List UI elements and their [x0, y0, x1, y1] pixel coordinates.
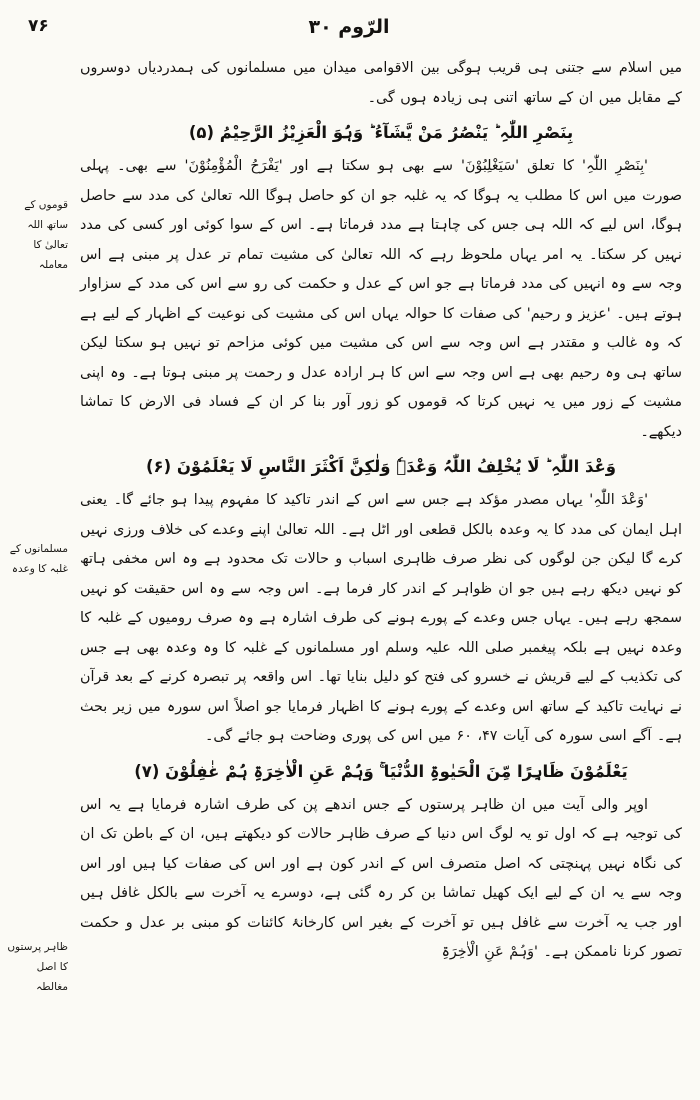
margin-note-allah-dealing-with-nations: قوموں کے ساتھ اللہ تعالیٰ کا معاملہ: [24, 199, 68, 271]
commentary-paragraph-verse-6: 'وَعْدَ اللّٰہِ' یہاں مصدر مؤکد ہے جس سے اس کے اندر تاکید کا مفہوم پیدا ہو جائے گا۔ یعنی اہل ایمان کی مدد کا یہ وعدہ بالکل قطعی اور اٹل ہے۔ اللہ تعالیٰ اپنے وعدے کی خلاف ورزی نہیں کرے گا لیکن جن لوگوں کی نظر صرف ظاہری اسباب و حالات تک محدود ہے وہ اس مخفی ہاتھ کو نہیں دیکھ رہے ہیں جو ان ظواہر کے اندر کار فرما ہے۔ اس وجہ سے وہ اس حقیقت کو نہیں سمجھ رہے ہیں۔ یہاں جس وعدے کے پورے ہونے کی طرف اشارہ ہے وہ صرف رومیوں کے غلبہ کا وعدہ نہیں ہے بلکہ پیغمبر صلی اللہ علیہ وسلم اور مسلمانوں کے غلبہ کا وہ وعدہ بھی ہے جس کی تکذیب کے لیے قریش نے خسرو کی فتح کو دلیل بنایا تھا۔ اس واقعہ پر تبصرہ کرنے کے بعد قرآن نے نہایت تاکید کے ساتھ اس وعدے کے پورے ہونے کا اظہار فرمایا جو اصلاً اس سورہ میں زیر بحث ہے۔ آگے اسی سورہ کی آیات ۴۷، ۶۰ میں اس کی پوری وضاحت ہو جائے گی۔: [80, 492, 682, 744]
page-title: الرّوم ۳۰: [308, 16, 390, 38]
commentary-paragraph-verse-5: 'بِنَصْرِ اللّٰہِ' کا تعلق 'سَیَغْلِبُوْنَ' سے بھی ہو سکتا ہے اور 'یَفْرَحُ الْمُؤْمِنُوْنَ' سے بھی۔ پہلی صورت میں اس کا مطلب یہ ہوگا کہ یہ غلبہ جو ان کو حاصل ہوگا اللہ تعالیٰ کی مدد سے حاصل ہوگا، اس لیے کہ اللہ ہی جس کی چاہتا ہے مدد فرماتا ہے۔ اس کے سوا کوئی اور کسی کی مدد نہیں کر سکتا۔ یہ امر یہاں ملحوظ رہے کہ اللہ تعالیٰ کی مشیت تمام تر عدل پر مبنی ہے اس وجہ سے وہ انہیں کی مدد فرماتا ہے جو اس کے عدل و حکمت کی رو سے اس کی مدد کے سزاوار ہوتے ہیں۔ 'عزیز و رحیم' کی صفات کا حوالہ یہاں اس کی مشیت کی نوعیت کے اظہار کے لیے ہے کہ وہ غالب و مقتدر ہے اس وجہ سے اس کی مشیت میں کوئی مزاحم تو نہیں ہو سکتا لیکن ساتھ ہی وہ رحیم بھی ہے اس وجہ سے اس کا ہر ارادہ عدل و رحمت پر مبنی ہوتا ہے۔ وہ اپنی مشیت کے زور میں یہ نہیں کرتا کہ قوموں کو زور آور بنا کر ان کے فساد فی الارض کا تماشا دیکھے۔: [80, 158, 682, 440]
quran-verse-7: یَعْلَمُوْنَ ظَاہِرًا مِّنَ الْحَیٰوۃِ الدُّنْیَا ۚ وَہُمْ عَنِ الْاٰخِرَۃِ ہُمْ غٰفِلُوْنَ (۷): [134, 761, 628, 781]
page-number: ۷۶: [28, 16, 49, 36]
body-paragraph-continuation: میں اسلام سے جتنی ہی قریب ہوگی بین الاقوامی میدان میں مسلمانوں کی ہمدردیاں دوسروں کے مقابل میں ان کے ساتھ اتنی ہی زیادہ ہوں گی۔: [80, 60, 682, 106]
quran-verse-5: بِنَصْرِ اللّٰہِ ؕ یَنْصُرُ مَنْ یَّشَآءُ ؕ وَہُوَ الْعَزِیْزُ الرَّحِیْمُ (۵): [188, 123, 574, 142]
margin-note-promise-of-muslims-victory: مسلمانوں کے غلبہ کا وعدہ: [9, 543, 68, 575]
page-content: [14, 54, 684, 968]
margin-note-fallacy-of-literalists: ظاہر پرستوں کا اصل مغالطہ: [7, 941, 68, 993]
commentary-paragraph-verse-7: اوپر والی آیت میں ان ظاہر پرستوں کے جس اندھے پن کی طرف اشارہ فرمایا ہے یہ اس کی توجیہ ہے کہ اول تو یہ لوگ اس دنیا کے صرف ظاہر حالات کو دیکھتے ہیں، ان کے باطن تک ان کی نگاہ نہیں پہنچتی کہ اصل متصرف اس کے اندر کون ہے اور اس کی صفات کیا ہیں اور اس وجہ سے یہ ان کے لیے ایک کھیل تماشا بن کر رہ گئی ہے، دوسرے یہ آخرت سے بالکل غافل ہیں اور جب یہ آخرت سے غافل ہیں تو آخرت کے بغیر اس کارخانۂ کائنات کو مبنی بر عدل و حکمت تصور کرنا ناممکن ہے۔ 'وَہُمْ عَنِ الْاٰخِرَۃِ: [80, 796, 682, 960]
quran-verse-6: وَعْدَ اللّٰہِ ؕ لَا یُخْلِفُ اللّٰہُ وَعْدَہٗ وَلٰکِنَّ اَکْثَرَ النَّاسِ لَا یَعْلَمُوْنَ (۶): [145, 457, 617, 476]
page-header: [14, 14, 684, 54]
